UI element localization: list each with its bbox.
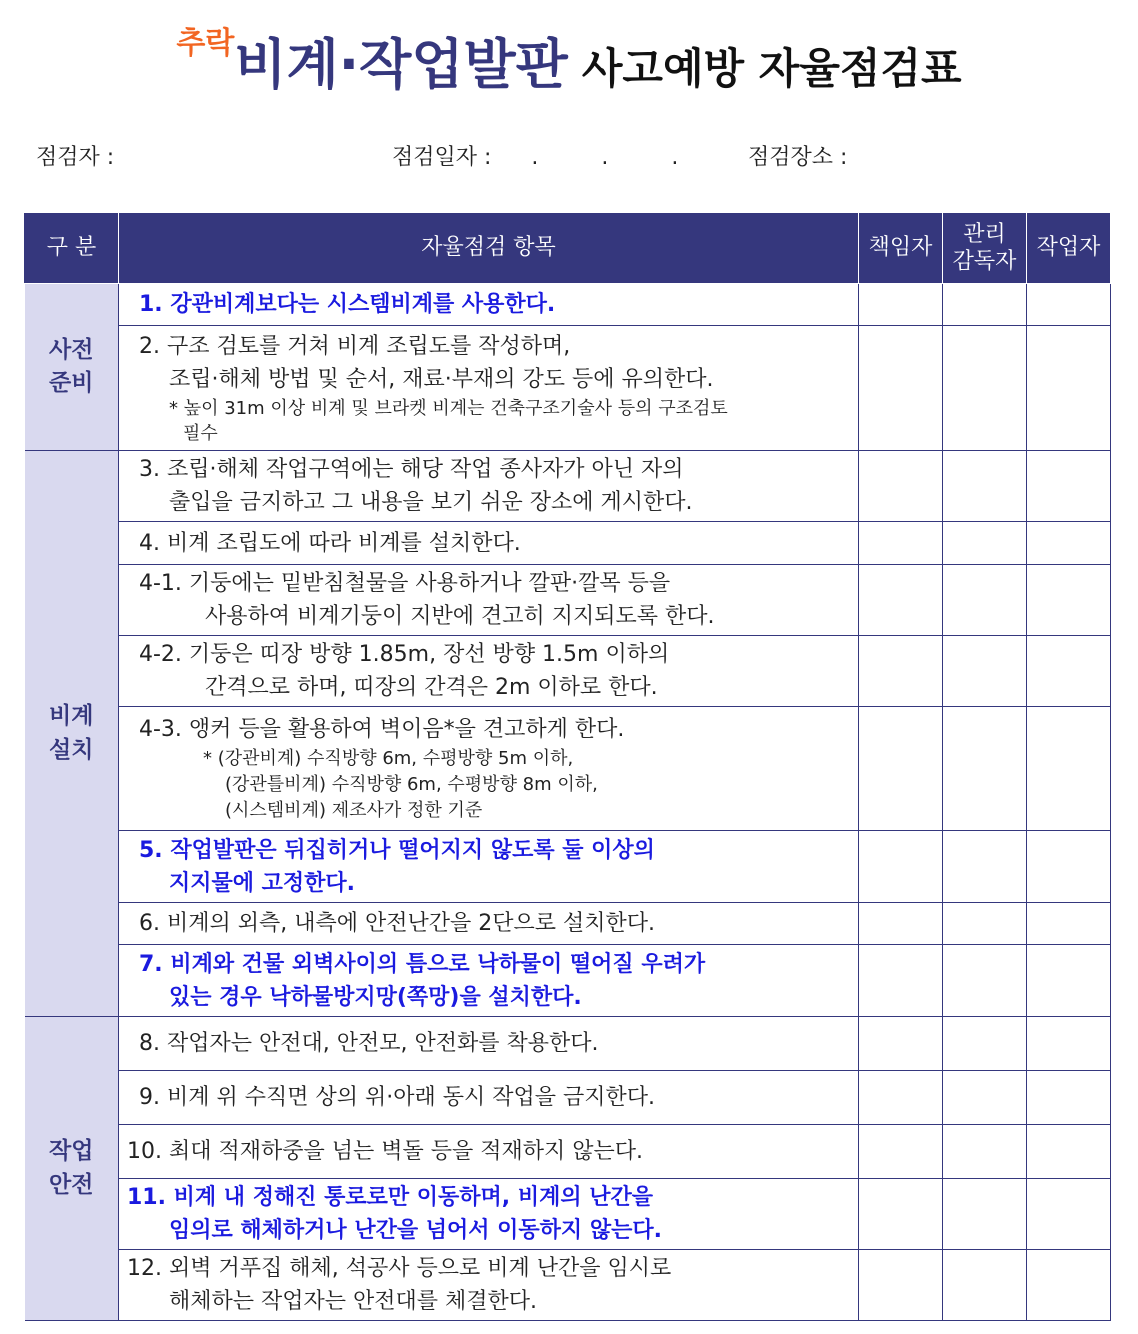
check-supervisor[interactable] (943, 945, 1027, 1017)
table-row (25, 1125, 1111, 1179)
header-worker: 작업자 (1027, 213, 1111, 284)
check-worker[interactable] (1027, 522, 1111, 565)
document-title (0, 22, 1138, 99)
item-5-line1: 5. 작업발판은 뒤집히거나 떨어지지 않도록 둘 이상의 (139, 837, 655, 863)
item-4-3 (119, 707, 859, 831)
check-responsible[interactable] (859, 565, 943, 636)
header-responsible: 책임자 (859, 213, 943, 284)
item-11-line2: 임의로 해체하거나 난간을 넘어서 이동하지 않는다. (169, 1218, 662, 1243)
item-7-line1: 7. 비계와 건물 외벽사이의 틈으로 낙하물이 떨어질 우려가 (139, 951, 706, 977)
check-responsible[interactable] (859, 1125, 943, 1179)
item-4-2-line2: 간격으로 하며, 띠장의 간격은 2m 이하로 한다. (205, 675, 658, 700)
check-worker[interactable] (1027, 1125, 1111, 1179)
item-3 (119, 451, 859, 522)
inspection-date (392, 140, 706, 171)
table-row (25, 1250, 1111, 1321)
item-3-line1: 3. 조립·해체 작업구역에는 해당 작업 종사자가 아닌 자의 (139, 457, 684, 482)
item-2-line2: 조립·해체 방법 및 순서, 재료·부재의 강도 등에 유의한다. (169, 366, 714, 392)
check-worker[interactable] (1027, 326, 1111, 451)
table-row (25, 1179, 1111, 1250)
date-label: 점검일자 : (392, 145, 492, 170)
title-prefix: 추락 (176, 26, 235, 61)
check-worker[interactable] (1027, 451, 1111, 522)
check-worker[interactable] (1027, 565, 1111, 636)
check-worker[interactable] (1027, 945, 1111, 1017)
item-2-line1: 2. 구조 검토를 거쳐 비계 조립도를 작성하며, (139, 333, 571, 359)
check-responsible[interactable] (859, 451, 943, 522)
category-prep (25, 284, 119, 451)
date-dots: . . . (531, 145, 707, 170)
category-prep-line1: 사전 (49, 336, 94, 363)
item-12-line1: 12. 외벽 거푸집 해체, 석공사 등으로 비계 난간을 임시로 (127, 1256, 672, 1281)
check-supervisor[interactable] (943, 903, 1027, 945)
check-worker[interactable] (1027, 284, 1111, 326)
check-responsible[interactable] (859, 326, 943, 451)
table-row (25, 831, 1111, 903)
check-worker[interactable] (1027, 1071, 1111, 1125)
table-row (25, 636, 1111, 707)
header-supervisor-line1: 관리 (963, 221, 1006, 247)
item-4-1 (119, 565, 859, 636)
header-supervisor-line2: 감독자 (952, 249, 1017, 274)
item-3-line2: 출입을 금지하고 그 내용을 보기 쉬운 장소에 게시한다. (169, 490, 693, 515)
check-supervisor[interactable] (943, 284, 1027, 326)
check-supervisor[interactable] (943, 522, 1027, 565)
check-worker[interactable] (1027, 831, 1111, 903)
table-row (25, 326, 1111, 451)
item-4-2-line1: 4-2. 기둥은 띠장 방향 1.85m, 장선 방향 1.5m 이하의 (139, 642, 670, 667)
item-11-line1: 11. 비계 내 정해진 통로로만 이동하며, 비계의 난간을 (127, 1185, 653, 1210)
check-supervisor[interactable] (943, 1250, 1027, 1321)
item-4-1-line1: 4-1. 기둥에는 밑받침철물을 사용하거나 깔판·깔목 등을 (139, 571, 671, 596)
category-work (25, 1017, 119, 1321)
header-category: 구 분 (25, 213, 119, 284)
check-supervisor[interactable] (943, 1071, 1027, 1125)
item-4-3-note-line3: (시스템비계) 제조사가 정한 기준 (225, 800, 483, 822)
check-supervisor[interactable] (943, 1179, 1027, 1250)
check-supervisor[interactable] (943, 1125, 1027, 1179)
item-12 (119, 1250, 859, 1321)
item-4-3-note-line1: * (강관비계) 수직방향 6m, 수평방향 5m 이하, (203, 747, 574, 769)
table-row (25, 522, 1111, 565)
table-row (25, 284, 1111, 326)
check-supervisor[interactable] (943, 636, 1027, 707)
item-7-line2: 있는 경우 낙하물방지망(쪽망)을 설치한다. (169, 984, 582, 1010)
table-row (25, 451, 1111, 522)
check-responsible[interactable] (859, 1017, 943, 1071)
item-12-line2: 해체하는 작업자는 안전대를 체결한다. (169, 1289, 538, 1314)
item-4-3-note-line2: (강관틀비계) 수직방향 6m, 수평방향 8m 이하, (225, 773, 598, 795)
check-worker[interactable] (1027, 1179, 1111, 1250)
check-worker[interactable] (1027, 903, 1111, 945)
item-8: 8. 작업자는 안전대, 안전모, 안전화를 착용한다. (119, 1017, 859, 1071)
check-responsible[interactable] (859, 1250, 943, 1321)
check-worker[interactable] (1027, 1250, 1111, 1321)
item-4-3-line1: 4-3. 앵커 등을 활용하여 벽이음*을 견고하게 한다. (139, 716, 625, 742)
header-items: 자율점검 항목 (119, 213, 859, 284)
check-responsible[interactable] (859, 945, 943, 1017)
check-supervisor[interactable] (943, 565, 1027, 636)
category-install-line2: 설치 (49, 736, 94, 763)
item-2-note-line2: 필수 (183, 423, 218, 444)
item-4: 4. 비계 조립도에 따라 비계를 설치한다. (119, 522, 859, 565)
check-responsible[interactable] (859, 636, 943, 707)
category-work-line1: 작업 (49, 1138, 94, 1165)
check-supervisor[interactable] (943, 831, 1027, 903)
check-supervisor[interactable] (943, 1017, 1027, 1071)
item-9: 9. 비계 위 수직면 상의 위·아래 동시 작업을 금지한다. (119, 1071, 859, 1125)
check-worker[interactable] (1027, 707, 1111, 831)
title-rest: 사고예방 자율점검표 (581, 44, 962, 93)
item-2 (119, 326, 859, 451)
place-label: 점검장소 : (748, 145, 848, 170)
category-prep-line2: 준비 (49, 370, 94, 396)
item-6: 6. 비계의 외측, 내측에 안전난간을 2단으로 설치한다. (119, 903, 859, 945)
check-worker[interactable] (1027, 1017, 1111, 1071)
item-4-2 (119, 636, 859, 707)
inspector-label: 점검자 : (36, 145, 115, 170)
check-responsible[interactable] (859, 707, 943, 831)
check-supervisor[interactable] (943, 451, 1027, 522)
table-row (25, 903, 1111, 945)
table-header-row (25, 213, 1111, 284)
check-supervisor[interactable] (943, 326, 1027, 451)
category-install (25, 451, 119, 1017)
header-supervisor (943, 213, 1027, 284)
table-row (25, 1017, 1111, 1071)
checklist-table (24, 212, 1111, 1321)
item-5 (119, 831, 859, 903)
item-2-note-line1: * 높이 31m 이상 비계 및 브라켓 비계는 건축구조기술사 등의 구조검토 (169, 397, 728, 419)
check-responsible[interactable] (859, 1071, 943, 1125)
check-supervisor[interactable] (943, 707, 1027, 831)
item-10: 10. 최대 적재하중을 넘는 벽돌 등을 적재하지 않는다. (119, 1125, 859, 1179)
check-responsible[interactable] (859, 284, 943, 326)
check-responsible[interactable] (859, 903, 943, 945)
table-row (25, 565, 1111, 636)
item-7 (119, 945, 859, 1017)
title-main: 비계·작업발판 (234, 33, 568, 96)
table-row (25, 1071, 1111, 1125)
check-responsible[interactable] (859, 522, 943, 565)
check-responsible[interactable] (859, 831, 943, 903)
table-row (25, 707, 1111, 831)
item-5-line2: 지지물에 고정한다. (169, 870, 356, 896)
category-install-line1: 비계 (49, 703, 94, 730)
table-row (25, 945, 1111, 1017)
check-responsible[interactable] (859, 1179, 943, 1250)
item-1: 1. 강관비계보다는 시스템비계를 사용한다. (119, 284, 859, 326)
check-worker[interactable] (1027, 636, 1111, 707)
item-11 (119, 1179, 859, 1250)
category-work-line2: 안전 (49, 1171, 94, 1198)
item-4-1-line2: 사용하여 비계기둥이 지반에 견고히 지지되도록 한다. (205, 604, 715, 629)
